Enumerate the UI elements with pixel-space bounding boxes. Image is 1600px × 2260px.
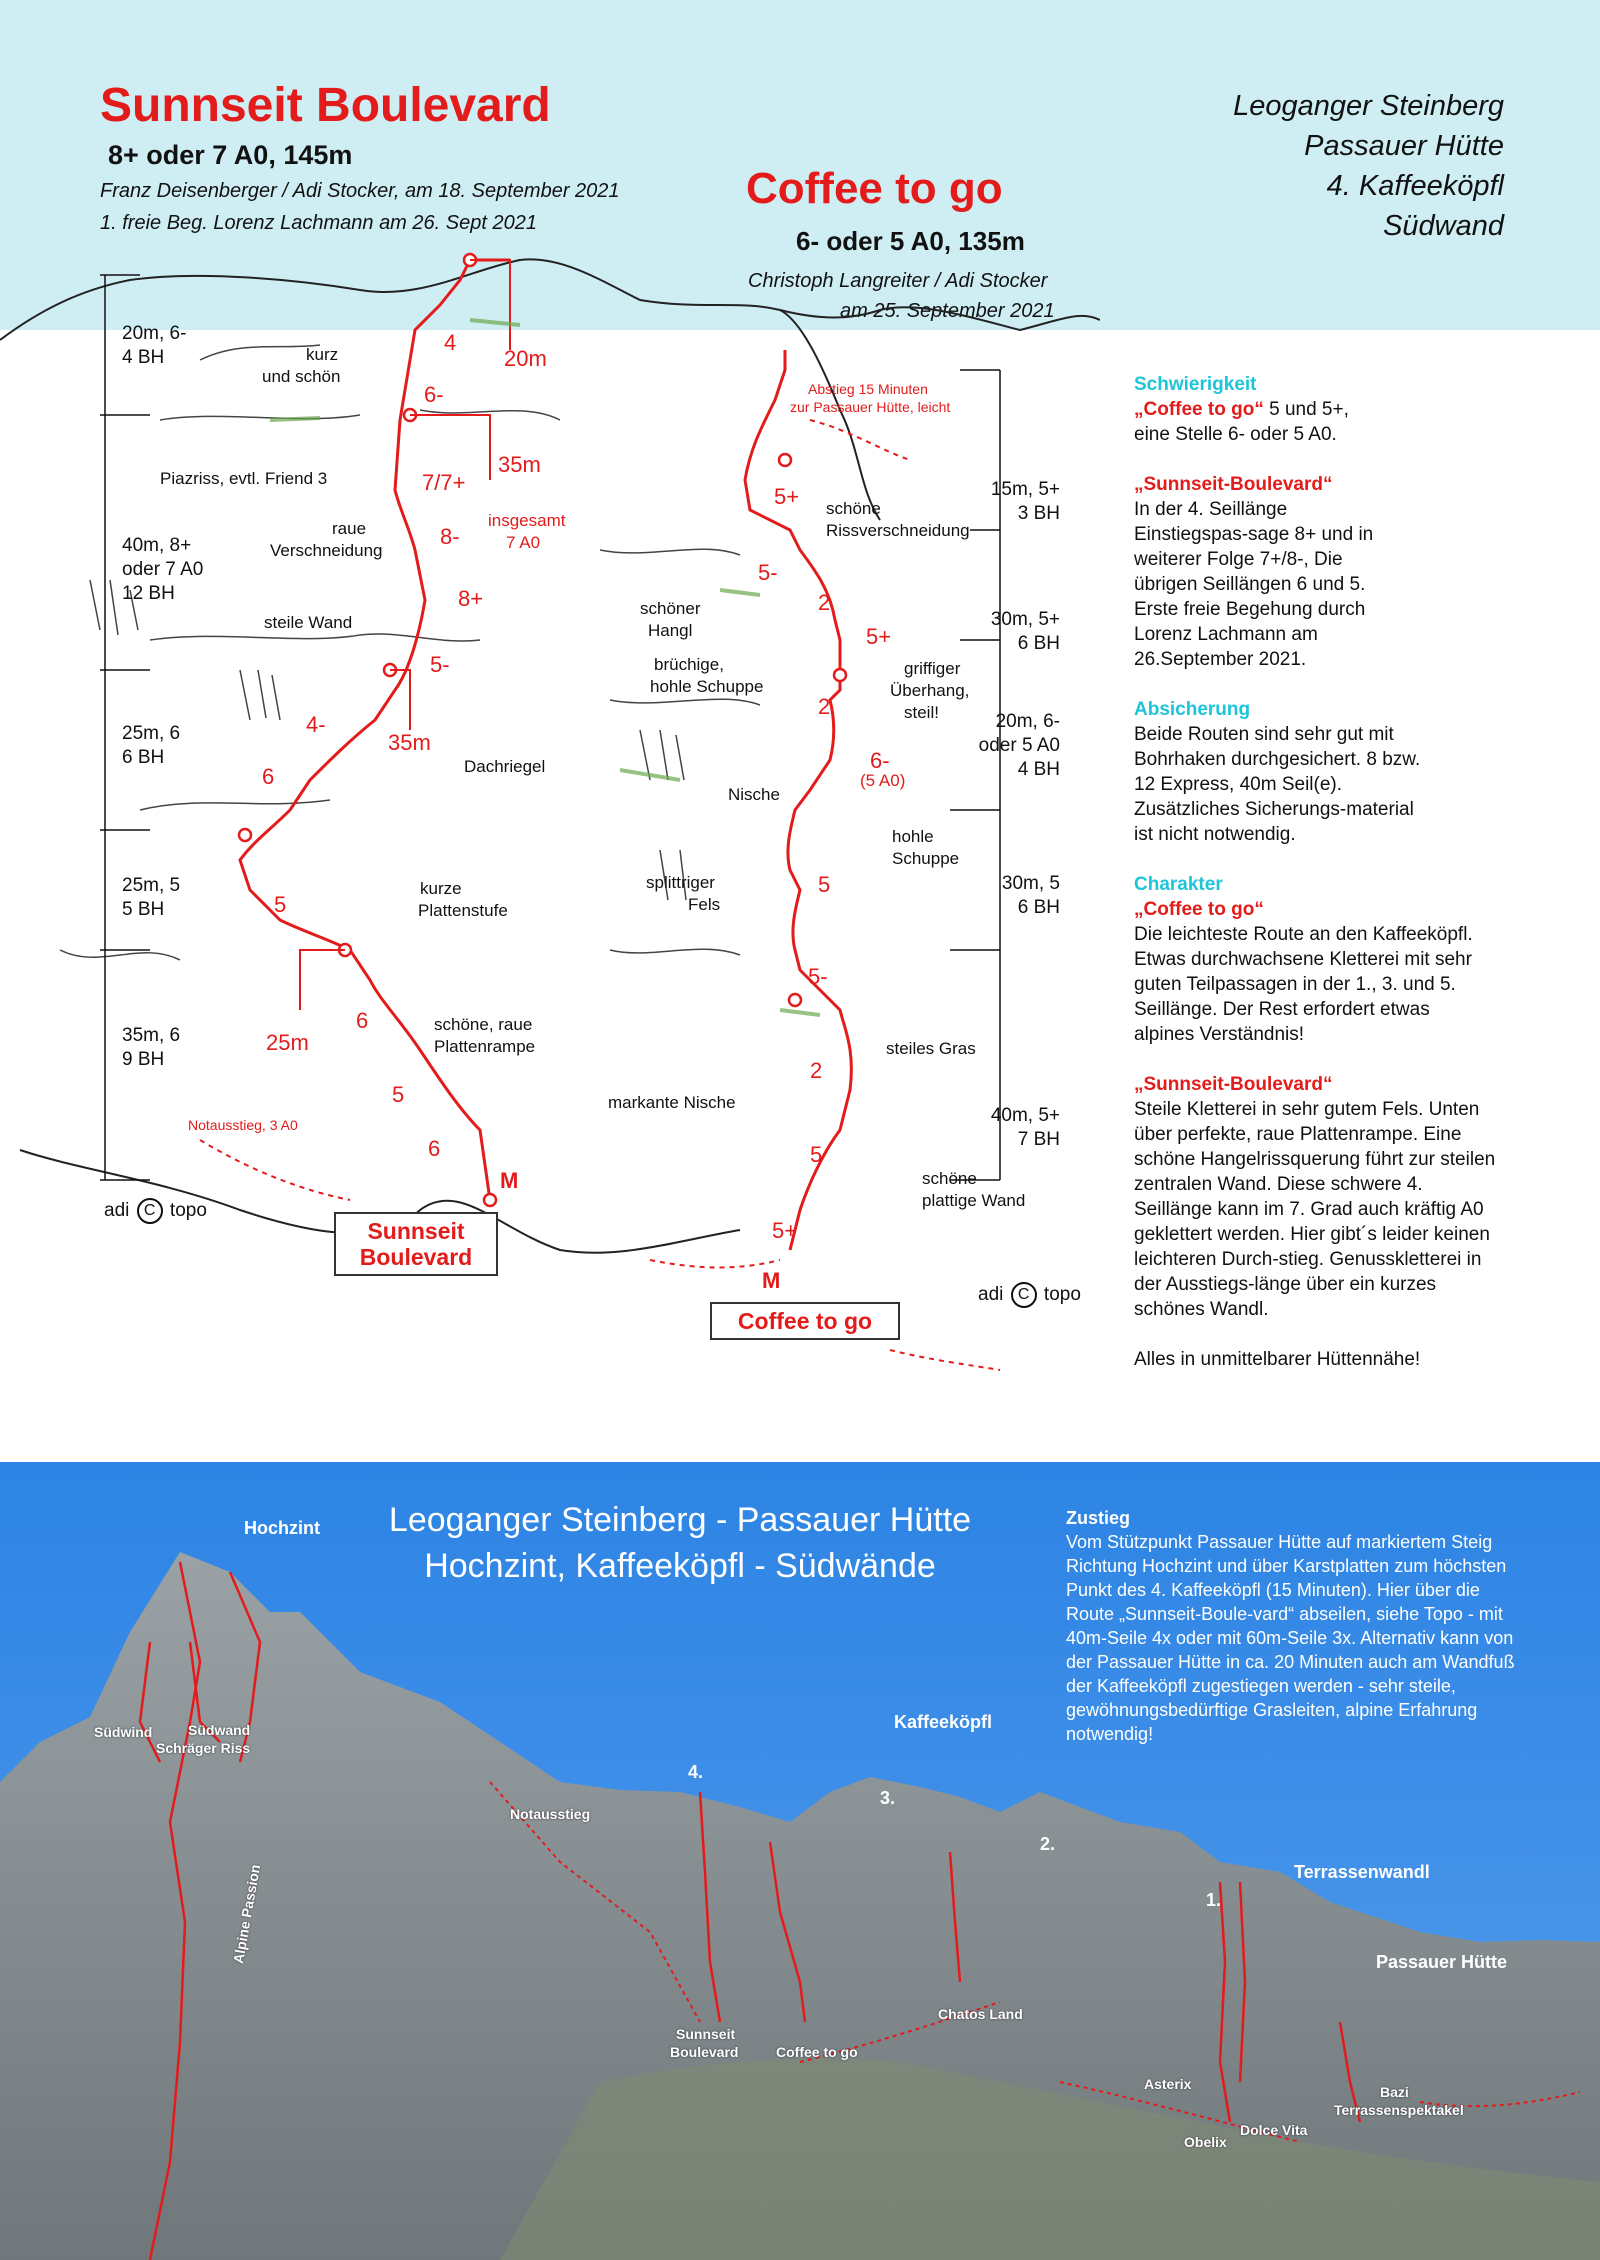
right-pitch-3-bolts: 4 BH — [1017, 759, 1060, 780]
right-pitch-4 — [986, 872, 1060, 920]
label-bruechige: brüchige, — [654, 655, 724, 674]
sunnseit-quote: „Sunnseit-Boulevard“ — [1134, 474, 1333, 495]
box-coffee-to-go: Coffee to go — [710, 1302, 900, 1340]
left-pitch-3-bolts: 6 BH — [122, 747, 165, 768]
copyright-right-topo: topo — [1043, 1284, 1081, 1306]
grade-right-3: 2 — [818, 590, 831, 615]
photo-label-sunnseit: Sunnseit — [676, 2026, 736, 2042]
label-hohle: hohle — [892, 827, 934, 846]
right-pitch-2 — [986, 608, 1060, 656]
left-pitch-2-bolts: 12 BH — [122, 583, 175, 604]
absicherung-text: Beide Routen sind sehr gut mit Bohrhaken durchgesichert. 8 bzw. 12 Express, 40m Seil(e). Zusätzliches Sicherungs-material ist nicht notwendig. — [1134, 724, 1421, 845]
photo-label-n1: 1. — [1206, 1890, 1222, 1910]
label-schoene: schöne — [826, 499, 881, 518]
grade-left-7: 4- — [306, 712, 326, 737]
photo-label-passauer: Passauer Hütte — [1376, 1952, 1508, 1972]
info-sidebar — [1134, 372, 1574, 1372]
grade-right-7: 5 — [818, 872, 831, 897]
mountain-photo-panel — [0, 1462, 1600, 2260]
approach-paths — [200, 420, 1000, 1370]
absicherung-heading: Absicherung — [1134, 699, 1251, 720]
label-ueberhang: Überhang, — [890, 681, 970, 700]
left-pitch-5-bolts: 9 BH — [122, 1049, 165, 1070]
left-pitch-1 — [122, 322, 186, 370]
label-verschneidung: Verschneidung — [270, 541, 383, 560]
route1-title: Sunnseit Boulevard — [100, 79, 551, 132]
photo-label-notausstieg: Notausstieg — [510, 1806, 591, 1822]
rock-texture — [60, 345, 760, 960]
photo-label-terrassenspektakel: Terrassenspektakel — [1334, 2102, 1464, 2118]
right-pitch-3 — [970, 710, 1060, 782]
coffee-text: Die leichteste Route an den Kaffeeköpfl. Etwas durchwachsene Kletterei mit sehr guten Teilpassagen in der 1., 3. und 5. Seillänge. Der Rest erfordert etwas alpines Verständnis! — [1134, 924, 1473, 1045]
photo-label-bazi: Bazi — [1380, 2084, 1409, 2100]
abseil-35m-mid: 35m — [388, 730, 431, 755]
sunnseit-text-2: Steile Kletterei in sehr gutem Fels. Unten über perfekte, raue Plattenrampe. Eine schöne Hangelrissquerung führt zur steilen zentralen Wand. Diese schwere 4. Seillänge kann im 7. Grad auch kräftig A0 geklettert werden. Hier gibt´s leider keinen leichteren Durch-stieg. Genusskletterei in der Ausstiegs-länge über ein kurzes schönes Wandl. — [1134, 1099, 1496, 1320]
grade-left-10: 6 — [356, 1008, 369, 1033]
right-pitch-2-len: 30m, 5+ — [990, 609, 1060, 630]
grade-right-6: 6- — [870, 748, 890, 773]
coffee-quote-2: „Coffee to go“ — [1134, 899, 1264, 920]
copyright-left-adi: adi — [104, 1200, 130, 1222]
label-schuppe: Schuppe — [892, 849, 960, 868]
label-hohle-schuppe: hohle Schuppe — [650, 677, 764, 696]
left-pitch-2-len: 40m, 8+ — [122, 535, 192, 556]
label-dachriegel: Dachriegel — [464, 757, 546, 776]
coffee-quote: „Coffee to go“ — [1134, 399, 1264, 420]
photo-label-n4: 4. — [688, 1762, 704, 1782]
photo-label-alpine: Alpine Passion — [230, 1863, 264, 1965]
route2-authors: Christoph Langreiter / Adi Stocker — [748, 270, 1048, 292]
grade-right-11: 5+ — [772, 1218, 798, 1243]
grade-left-8: 6 — [262, 764, 275, 789]
label-schoener: schöner — [640, 599, 701, 618]
box-sunnseit-line-1: Sunnseit — [367, 1218, 465, 1244]
belay-stations — [239, 254, 846, 1206]
location-line-4: Südwand — [1383, 210, 1504, 242]
grade-left-1: 4 — [444, 330, 457, 355]
label-kurz: kurz — [306, 345, 339, 364]
label-schoene-raue: schöne, raue — [434, 1015, 533, 1034]
abseil-25m: 25m — [266, 1030, 309, 1055]
grade-right-1: 5+ — [774, 484, 800, 509]
copyright-right-adi: adi — [978, 1284, 1004, 1306]
left-pitch-5-len: 35m, 6 — [122, 1025, 181, 1046]
label-markante-nische: markante Nische — [608, 1093, 736, 1112]
location-block — [1150, 86, 1504, 246]
label-steil: steil! — [904, 703, 939, 722]
photo-label-dolce: Dolce Vita — [1240, 2122, 1308, 2138]
abstieg-label-1: Abstieg 15 Minuten — [808, 381, 928, 397]
photo-label-chatos: Chatos Land — [938, 2006, 1023, 2022]
label-steile-wand: steile Wand — [264, 613, 353, 632]
grade-right-10: 5 — [810, 1142, 823, 1167]
copyright-right — [978, 1282, 1081, 1308]
schwierigkeit-coffee-2: eine Stelle 6- oder 5 A0. — [1134, 424, 1337, 445]
photo-label-obelix: Obelix — [1184, 2134, 1227, 2150]
route1-grade: 8+ oder 7 A0, 145m — [108, 140, 353, 170]
zustieg-text: Vom Stützpunkt Passauer Hütte auf markiertem Steig Richtung Hochzint und über Karstplatten zum höchsten Punkt des 4. Kaffeeköpfl (15 Minuten). Hier über die Route „Sunnseit-Boule-vard“ abseilen, siehe Topo - mit 40m-Seile 4x oder mit 60m-Seile 3x. Alternativ kann von der Passauer Hütte in ca. 20 Minuten auch am Wandfuß der Kaffeeköpfl zugestiegen werden - sehr steile, gewöhnungsbedürftige Grasleiten, alpine Erfahrung notwendig! — [1066, 1532, 1515, 1744]
grade-left-4: 8- — [440, 524, 460, 549]
right-pitch-5 — [986, 1104, 1060, 1152]
photo-label-coffee: Coffee to go — [776, 2044, 858, 2060]
grade-right-9: 2 — [810, 1058, 823, 1083]
notausstieg-label: Notausstieg, 3 A0 — [188, 1117, 298, 1133]
photo-label-n2: 2. — [1040, 1834, 1056, 1854]
label-hangl: Hangl — [648, 621, 693, 640]
right-pitch-1-bolts: 3 BH — [1017, 503, 1060, 524]
copyright-c-icon-2: C — [1011, 1282, 1037, 1308]
grade-left-2: 6- — [424, 382, 444, 407]
photo-label-boulevard: Boulevard — [670, 2044, 739, 2060]
right-pitch-3-alt: oder 5 A0 — [978, 735, 1060, 756]
left-pitch-2-alt: oder 7 A0 — [122, 559, 204, 580]
charakter-heading: Charakter — [1134, 874, 1223, 895]
abseil-35m-top: 35m — [498, 452, 541, 477]
route-sunnseit-line — [240, 260, 510, 1200]
closing-line: Alles in unmittelbarer Hüttennähe! — [1134, 1349, 1421, 1370]
label-nische: Nische — [728, 785, 780, 804]
right-pitch-1 — [986, 478, 1060, 526]
right-pitch-5-bolts: 7 BH — [1017, 1129, 1060, 1150]
photo-label-kaffeekoepfl: Kaffeeköpfl — [894, 1712, 993, 1732]
five-a0-label: (5 A0) — [860, 771, 906, 790]
label-plattenstufe: Plattenstufe — [418, 901, 508, 920]
route2-title: Coffee to go — [746, 164, 1003, 213]
label-piazriss: Piazriss, evtl. Friend 3 — [160, 469, 328, 488]
route1-authors: Franz Deisenberger / Adi Stocker, am 18. September 2021 — [100, 180, 620, 202]
label-splittriger: splittriger — [646, 873, 715, 892]
location-line-1: Leoganger Steinberg — [1233, 90, 1504, 122]
label-kurze: kurze — [420, 879, 462, 898]
left-pitch-3-len: 25m, 6 — [122, 723, 181, 744]
right-pitch-5-len: 40m, 5+ — [990, 1105, 1060, 1126]
schwierigkeit-heading: Schwierigkeit — [1134, 374, 1257, 395]
right-pitch-3-len: 20m, 6- — [995, 711, 1060, 732]
sunnseit-quote-2: „Sunnseit-Boulevard“ — [1134, 1074, 1333, 1095]
right-pitch-4-len: 30m, 5 — [1001, 873, 1060, 894]
zustieg-block — [1066, 1506, 1526, 1746]
coffee-quote-rest: 5 und 5+, — [1263, 399, 1349, 420]
photo-label-asterix: Asterix — [1144, 2076, 1192, 2092]
grade-right-8: 5- — [808, 964, 828, 989]
route2-grade: 6- oder 5 A0, 135m — [796, 226, 1025, 256]
photo-label-hochzint: Hochzint — [244, 1518, 320, 1538]
grade-right-2: 5- — [758, 560, 778, 585]
right-pitch-4-bolts: 6 BH — [1017, 897, 1060, 918]
sunnseit-text: In der 4. Seillänge Einstiegspas-sage 8+ und in weiterer Folge 7+/8-, Die übrigen Seillängen 6 und 5. Erste freie Begehung durch Lorenz Lachmann am 26.September 2021. — [1134, 499, 1374, 670]
location-line-2: Passauer Hütte — [1304, 130, 1504, 162]
photo-label-suedwand: Südwand — [188, 1722, 251, 1738]
label-raue: raue — [332, 519, 367, 538]
right-pitch-2-bolts: 6 BH — [1017, 633, 1060, 654]
box-sunnseit-line-2: Boulevard — [359, 1244, 473, 1270]
photo-title-1: Leoganger Steinberg - Passauer Hütte — [388, 1501, 972, 1539]
copyright-c-icon: C — [137, 1198, 163, 1224]
left-pitch-2 — [122, 534, 203, 606]
grade-left-12: 6 — [428, 1136, 441, 1161]
start-m-right: M — [762, 1268, 781, 1293]
label-schoene-2: schöne — [922, 1169, 977, 1188]
right-pitch-1-len: 15m, 5+ — [990, 479, 1060, 500]
label-plattenrampe: Plattenrampe — [434, 1037, 536, 1056]
photo-label-schraeger: Schräger Riss — [156, 1740, 251, 1756]
label-fels: Fels — [688, 895, 721, 914]
left-pitch-4-len: 25m, 5 — [122, 875, 181, 896]
grade-left-3: 7/7+ — [422, 470, 466, 495]
grade-left-11: 5 — [392, 1082, 405, 1107]
grade-right-5: 2 — [818, 694, 831, 719]
abstieg-label-2: zur Passauer Hütte, leicht — [790, 399, 951, 415]
route2-date: am 25. September 2021 — [840, 300, 1055, 322]
left-pitch-1-bolts: 4 BH — [122, 347, 165, 368]
photo-label-n3: 3. — [880, 1788, 896, 1808]
grade-right-4: 5+ — [866, 624, 892, 649]
label-und-schoen: und schön — [262, 367, 341, 386]
copyright-left — [104, 1198, 207, 1224]
photo-label-terrassenwandl: Terrassenwandl — [1294, 1862, 1430, 1882]
left-pitch-4 — [122, 874, 180, 922]
grade-left-9: 5 — [274, 892, 287, 917]
copyright-left-topo: topo — [169, 1200, 207, 1222]
grade-left-5: 8+ — [458, 586, 484, 611]
label-plattige-wand: plattige Wand — [922, 1191, 1026, 1210]
left-pitch-3 — [122, 722, 180, 770]
label-rissverschneidung: Rissverschneidung — [826, 521, 970, 540]
zustieg-heading: Zustieg — [1066, 1508, 1131, 1528]
label-steiles-gras: steiles Gras — [886, 1039, 976, 1058]
grass-patches — [270, 320, 820, 1015]
route1-first-free: 1. freie Beg. Lorenz Lachmann am 26. Sept 2021 — [100, 212, 537, 234]
grade-left-6: 5- — [430, 652, 450, 677]
insgesamt-label: insgesamt — [488, 511, 566, 530]
abseil-20m: 20m — [504, 346, 547, 371]
left-pitch-1-len: 20m, 6- — [122, 323, 187, 344]
photo-label-suedwind: Südwind — [94, 1724, 153, 1740]
photo-title-2: Hochzint, Kaffeeköpfl - Südwände — [424, 1547, 936, 1585]
box-sunnseit-boulevard — [334, 1212, 498, 1276]
left-pitch-4-bolts: 5 BH — [122, 899, 165, 920]
label-griffiger: griffiger — [904, 659, 961, 678]
schwierigkeit-coffee — [1134, 397, 1574, 422]
location-line-3: 4. Kaffeeköpfl — [1326, 170, 1504, 202]
left-pitch-5 — [122, 1024, 180, 1072]
start-m-left: M — [500, 1168, 519, 1193]
insgesamt-grade: 7 A0 — [506, 533, 541, 552]
